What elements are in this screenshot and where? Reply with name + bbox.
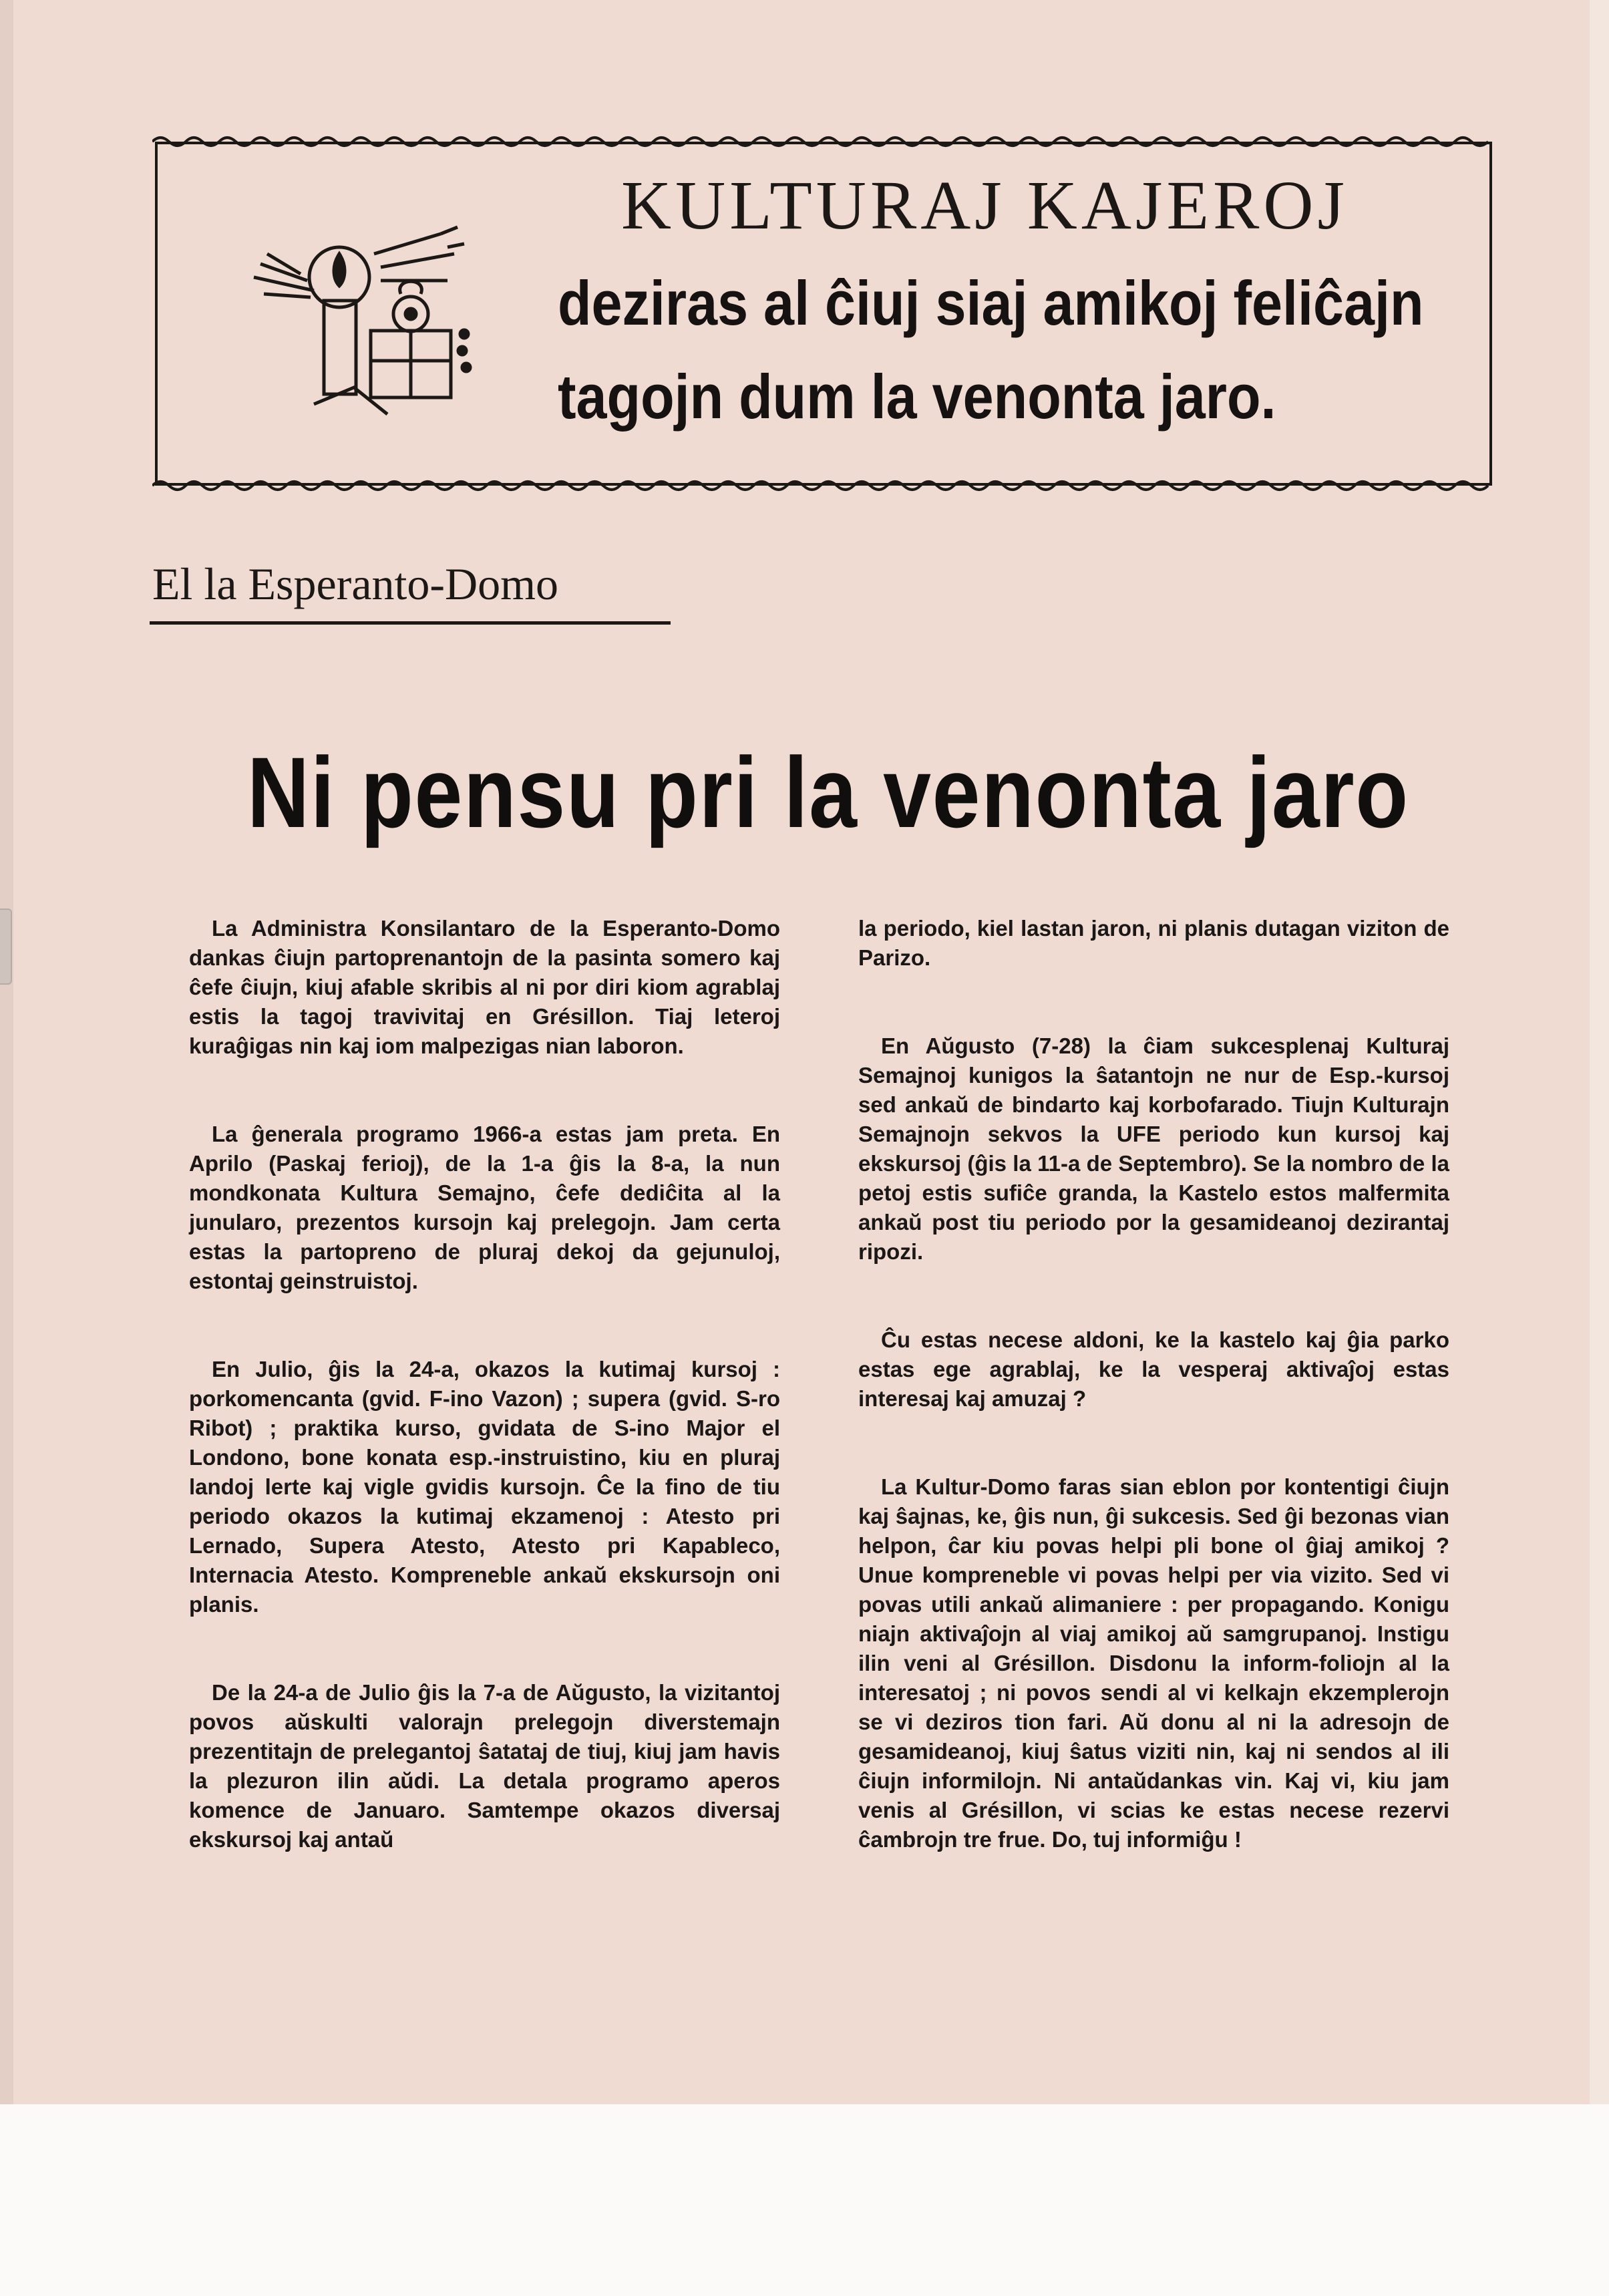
paragraph: Ĉu estas necese aldoni, ke la kastelo kaj ĝia parko estas ege agrablaj, ke la vesperaj aktivaĵoj estas interesaj kaj amuzaj ? <box>858 1327 1449 1411</box>
scan-margin <box>0 2104 1609 2296</box>
paragraph: En Julio, ĝis la 24-a, okazos la kutimaj kursoj : porkomencanta (gvid. F-ino Vazon) ; supera (gvid. S-ro Ribot) ; praktika kurso, gvidata de S-ino Major el Londono, bone konata esp.-instruistino, kiu en pluraj landoj lerte kaj vigle gvidis kursojn. Ĉe la fino de tiu periodo okazos la kutimaj ekzamenoj : Atesto pri Lernado, Supera Atesto, Atesto pri Kapableco, Internacia Atesto. Kompreneble ankaŭ ekskursojn oni planis. <box>189 1357 780 1617</box>
left-column <box>189 914 780 1854</box>
publication-title: KULTURAJ KAJEROJ <box>621 167 1349 244</box>
paragraph: La Kultur-Domo faras sian eblon por kontentigi ĉiujn kaj ŝajnas, ke, ĝis nun, ĝi sukcesis. Sed ĝi bezonas vian helpon, ĉar kiu povas helpi pli bone ol ĝiaj amikoj ? Unue kompreneble vi povas helpi per via vizito. Sed vi povas utili ankaŭ alimaniere : per propagando. Konigu niajn aktivaĵojn al viaj amikoj aŭ samgrupanoj. Instigu ilin veni al Grésillon. Disdonu la inform-foliojn al la interesatoj ; ni povos sendi al vi kelkajn ekzemplerojn se vi deziros tion fari. Aŭ donu al ni la adresojn de gesamideanoj, kiuj ŝatus viziti nin, kaj ni sendos al ili ĉiujn informilojn. Ni antaŭdankas vin. Kaj vi, kiu jam venis al Grésillon, vi scias ke estas necese rezervi ĉambrojn tre frue. Do, tuj informiĝu ! <box>858 1474 1449 1852</box>
staple-clip <box>0 909 12 985</box>
candle-gift-illustration-icon <box>240 214 481 421</box>
right-column <box>858 914 1449 1854</box>
paragraph: la periodo, kiel lastan jaron, ni planis dutagan viziton de Parizo. <box>858 916 1449 970</box>
section-underline <box>150 621 671 625</box>
greeting-line-1: deziras al ĉiuj siaj amikoj feliĉajn <box>558 268 1424 338</box>
paragraph: En Aŭgusto (7-28) la ĉiam sukcesplenaj Kulturaj Semajnoj kunigos la ŝatantojn ne nur de Esp.-kursoj sed ankaŭ de bindarto kaj korbofarado. Tiujn Kulturajn Semajnojn sekvos la UFE periodo kun kursoj kaj ekskursoj (ĝis la 11-a de Septembro). Se la nombro de la petoj estis sufiĉe granda, la Kastelo estos malfermita ankaŭ post tiu periodo por la gesamideanoj dezirantaj ripozi. <box>858 1033 1449 1264</box>
greeting-line-2: tagojn dum la venonta jaro. <box>558 361 1276 432</box>
wavy-border-bottom <box>152 478 1495 494</box>
paragraph: De la 24-a de Julio ĝis la 7-a de Aŭgusto, la vizitantoj povos aŭskulti valorajn prelegojn diverstemajn prezentitajn de prelegantoj ŝatataj de tiuj, kiuj jam havis la plezuron ilin aŭdi. La detala programo aperos komence de Januaro. Samtempe okazos diversaj ekskursoj kaj antaŭ <box>189 1680 780 1852</box>
paragraph: La ĝenerala programo 1966-a estas jam preta. En Aprilo (Paskaj ferioj), de la 1-a ĝis la 8-a, la nun mondkonata Kultura Semajno, ĉefe dediĉita al la junularo, prezentos kursojn kaj prelegojn. Jam certa estas la partopreno de pluraj dekoj da gejunuloj, estontaj geinstruistoj. <box>189 1122 780 1293</box>
binding-edge <box>0 0 13 2104</box>
article-headline: Ni pensu pri la venonta jaro <box>247 736 1409 848</box>
paragraph: La Administra Konsilantaro de la Esperanto-Domo dankas ĉiujn partoprenantojn de la pasinta somero kaj ĉefe ĉiujn, kiuj afable skribis al ni por diri kiom agrablaj estis la tagoj travivitaj en Grésillon. Tiaj leteroj kuraĝigas nin kaj iom malpezigas nian laboron. <box>189 916 780 1058</box>
section-label: El la Esperanto-Domo <box>152 558 559 609</box>
